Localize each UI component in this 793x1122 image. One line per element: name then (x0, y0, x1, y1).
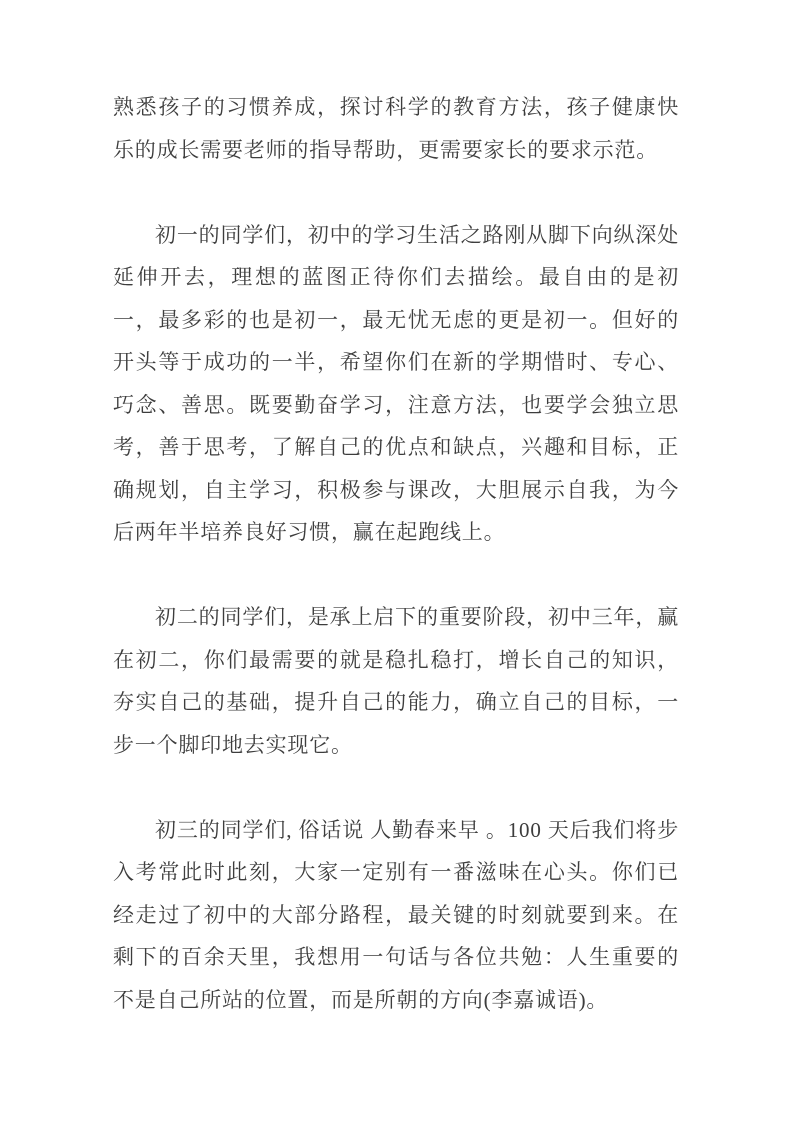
paragraph-grade7-students: 初一的同学们，初中的学习生活之路刚从脚下向纵深处延伸开去，理想的蓝图正待你们去描绘。最自由的是初一，最多彩的也是初一，最无忧无虑的更是初一。但好的开头等于成功的一半，希望你们在新的学期惜时、专心、巧念、善思。既要勤奋学习，注意方法，也要学会独立思考，善于思考，了解自己的优点和缺点，兴趣和目标，正确规划，自主学习，积极参与课改，大胆展示自我，为今后两年半培养良好习惯，赢在起跑线上。 (113, 222, 679, 544)
paragraph-grade8-students: 初二的同学们，是承上启下的重要阶段，初中三年，赢在初二，你们最需要的就是稳扎稳打，增长自己的知识，夯实自己的基础，提升自己的能力，确立自己的目标，一步一个脚印地去实现它。 (113, 605, 679, 757)
paragraph-grade9-students: 初三的同学们, 俗话说 人勤春来早 。100 天后我们将步入考常此时此刻，大家一定别有一番滋味在心头。你们已经走过了初中的大部分路程，最关键的时刻就要到来。在剩下的百余天里，我想用一句话与各位共勉：人生重要的不是自己所站的位置，而是所朝的方向(李嘉诚语)。 (113, 817, 679, 1012)
document-body (113, 86, 679, 1021)
paragraph-intro-continuation: 熟悉孩子的习惯养成，探讨科学的教育方法，孩子健康快乐的成长需要老师的指导帮助，更需要家长的要求示范。 (113, 95, 679, 162)
